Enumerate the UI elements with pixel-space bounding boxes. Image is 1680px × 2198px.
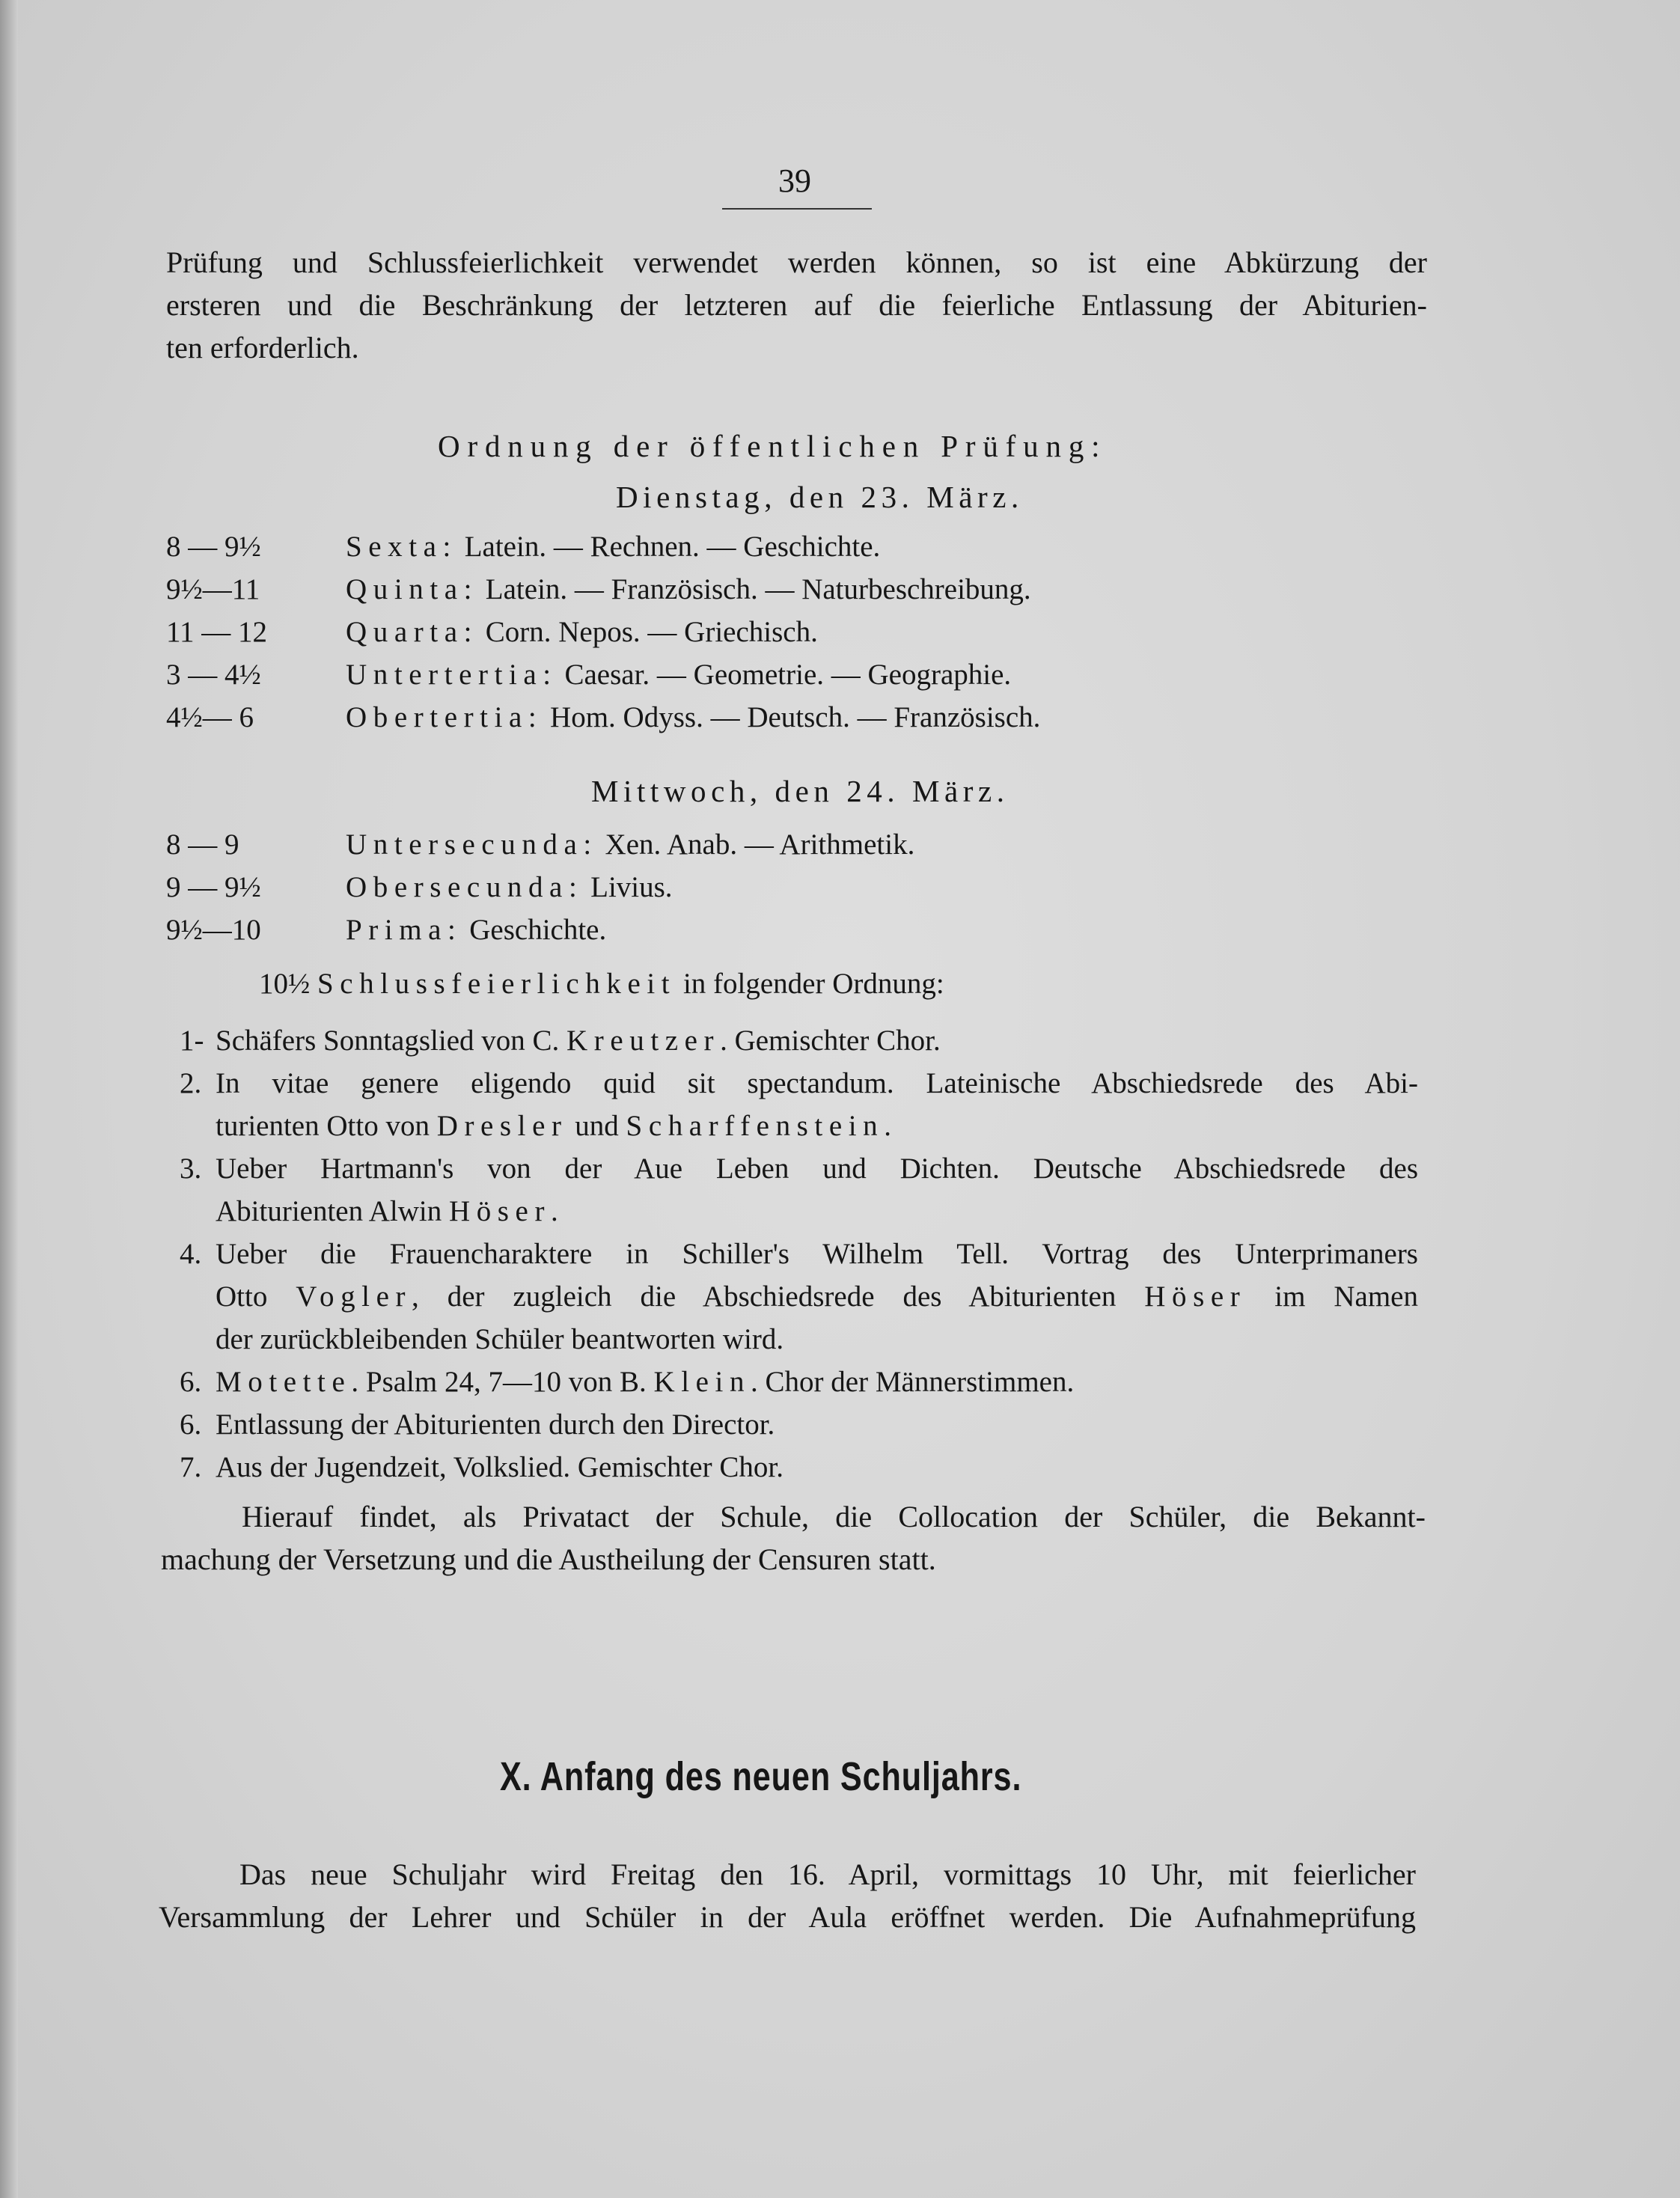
student-name: Dresler xyxy=(436,1110,568,1142)
program-item xyxy=(180,1147,1418,1233)
schedule-row xyxy=(166,653,1289,696)
day-heading-wednesday: Mittwoch, den 24. März. xyxy=(591,774,1009,808)
student-name: Höser xyxy=(1144,1280,1247,1313)
program-text: . xyxy=(884,1110,891,1142)
schedule-class: Quarta: xyxy=(346,616,479,648)
exam-heading: Ordnung der öffentlichen Prüfung: xyxy=(438,429,1108,463)
schedule-subjects: Geschichte. xyxy=(469,914,607,946)
program-item-number: 6. xyxy=(180,1366,202,1398)
program-text: Ueber Hartmann's von der Aue Leben und Dichten. Deutsche Abschiedsrede des xyxy=(216,1153,1418,1185)
ceremony-label: Schlussfeierlichkeit xyxy=(317,968,676,1000)
intro-line-1: Prüfung und Schlussfeierlichkeit verwendet werden können, so ist eine Abkürzung der xyxy=(166,245,1427,279)
ceremony-time: 10½ xyxy=(259,968,311,1000)
program-text: . xyxy=(551,1195,558,1227)
program-text: Schäfers Sonntagslied von C. xyxy=(216,1025,567,1057)
program-text: , der zugleich die Abschiedsrede des Abiturienten xyxy=(412,1280,1145,1313)
schedule-row xyxy=(166,696,1289,739)
program-item-number: 4. xyxy=(180,1238,202,1270)
program-text: Entlassung der Abiturienten durch den Director. xyxy=(216,1408,775,1441)
schedule-subjects: Corn. Nepos. — Griechisch. xyxy=(485,616,818,648)
section-paragraph xyxy=(159,1853,1416,1938)
schedule-class: Untertertia: xyxy=(346,659,558,691)
program-item-number: 3. xyxy=(180,1153,202,1185)
page-number: 39 xyxy=(778,162,811,199)
intro-paragraph xyxy=(166,241,1427,369)
schedule-class: Prima: xyxy=(346,914,462,946)
program-text: turienten Otto von xyxy=(216,1110,437,1142)
section-heading: X. Anfang des neuen Schuljahrs. xyxy=(500,1754,1022,1799)
program-item xyxy=(180,1403,1418,1446)
program-text: In vitae genere eligendo quid sit spectandum. Lateinische Abschiedsrede des Abi- xyxy=(216,1067,1418,1099)
student-name: Vogler xyxy=(296,1280,412,1313)
schedule-class: Quinta: xyxy=(346,573,479,605)
schedule-row xyxy=(166,611,1289,653)
schedule-time: 8 — 9 xyxy=(166,828,239,861)
schedule-row xyxy=(166,909,1289,951)
composer-name: Kreutzer xyxy=(566,1025,721,1057)
schedule-time: 9 — 9½ xyxy=(166,871,261,903)
page-number-rule xyxy=(722,208,872,210)
program-item xyxy=(180,1019,1418,1062)
intro-line-2: ersteren und die Beschränkung der letzteren auf die feierliche Entlassung der Abiturien- xyxy=(166,288,1427,322)
program-item xyxy=(180,1446,1418,1489)
composer-name: Klein xyxy=(653,1366,751,1398)
program-item-number: 2. xyxy=(180,1067,202,1099)
program-text: Abiturienten Alwin xyxy=(216,1195,449,1227)
schedule-time: 11 — 12 xyxy=(166,616,268,648)
program-item xyxy=(180,1233,1418,1361)
schedule-subjects: Livius. xyxy=(590,871,673,903)
closing-line-2: machung der Versetzung und die Austheilung der Censuren statt. xyxy=(161,1542,936,1576)
program-text: . Chor der Männerstimmen. xyxy=(751,1366,1075,1398)
schedule-subjects: Xen. Anab. — Arithmetik. xyxy=(605,828,915,861)
program-item-number: 7. xyxy=(180,1451,202,1483)
day-heading-tuesday: Dienstag, den 23. März. xyxy=(616,480,1024,514)
schedule-time: 3 — 4½ xyxy=(166,659,261,691)
student-name: Höser xyxy=(448,1195,552,1227)
ceremony-program xyxy=(180,1019,1418,1489)
schedule-time: 9½—11 xyxy=(166,573,260,605)
closing-line-1: Hierauf findet, als Privatact der Schule, die Collocation der Schüler, die Bekannt- xyxy=(242,1500,1426,1533)
schedule-time: 8 — 9½ xyxy=(166,531,261,563)
program-item xyxy=(180,1062,1418,1147)
schedule-subjects: Latein. — Französisch. — Naturbeschreibung. xyxy=(485,573,1031,605)
schedule-class: Sexta: xyxy=(346,531,457,563)
schedule-subjects: Caesar. — Geometrie. — Geographie. xyxy=(564,659,1012,691)
program-text: . Psalm 24, 7—10 von B. xyxy=(351,1366,654,1398)
schedule-time: 9½—10 xyxy=(166,914,261,946)
schedule-row xyxy=(166,568,1289,611)
program-text: Otto xyxy=(216,1280,296,1313)
schedule-class: Untersecunda: xyxy=(346,828,598,861)
closing-paragraph xyxy=(161,1495,1426,1581)
program-text: der zurückbleibenden Schüler beantworten wird. xyxy=(216,1323,784,1355)
program-item-number: 1- xyxy=(180,1025,204,1057)
ceremony-rest: in folgender Ordnung: xyxy=(682,968,944,1000)
program-text: . Gemischter Chor. xyxy=(720,1025,941,1057)
program-text: Ueber die Frauencharaktere in Schiller's Wilhelm Tell. Vortrag des Unterprimaners xyxy=(216,1238,1418,1270)
section-line-2: Versammlung der Lehrer und Schüler in der Aula eröffnet werden. Die Aufnahmeprüfung xyxy=(159,1900,1416,1934)
program-text: Aus der Jugendzeit, Volkslied. Gemischter Chor. xyxy=(216,1451,784,1483)
program-text: im Namen xyxy=(1246,1280,1418,1313)
schedule-row xyxy=(166,823,1289,866)
student-name: Scharffenstein xyxy=(626,1110,885,1142)
program-item-number: 6. xyxy=(180,1408,202,1441)
page-binding-edge xyxy=(0,0,18,2198)
section-line-1: Das neue Schuljahr wird Freitag den 16. April, vormittags 10 Uhr, mit feierlicher xyxy=(239,1857,1416,1891)
program-item xyxy=(180,1361,1418,1403)
schedule-row xyxy=(166,866,1289,909)
schedule-class: Obertertia: xyxy=(346,701,543,733)
schedule-subjects: Latein. — Rechnen. — Geschichte. xyxy=(464,531,881,563)
schedule-row xyxy=(166,525,1289,568)
program-text: Motette xyxy=(216,1366,352,1398)
schedule-tuesday xyxy=(166,525,1289,739)
schedule-wednesday xyxy=(166,823,1289,951)
schedule-subjects: Hom. Odyss. — Deutsch. — Französisch. xyxy=(550,701,1041,733)
program-text: und xyxy=(567,1110,626,1142)
schedule-class: Obersecunda: xyxy=(346,871,584,903)
ceremony-line xyxy=(259,962,944,1005)
intro-line-3: ten erforderlich. xyxy=(166,331,359,364)
schedule-time: 4½— 6 xyxy=(166,701,254,733)
